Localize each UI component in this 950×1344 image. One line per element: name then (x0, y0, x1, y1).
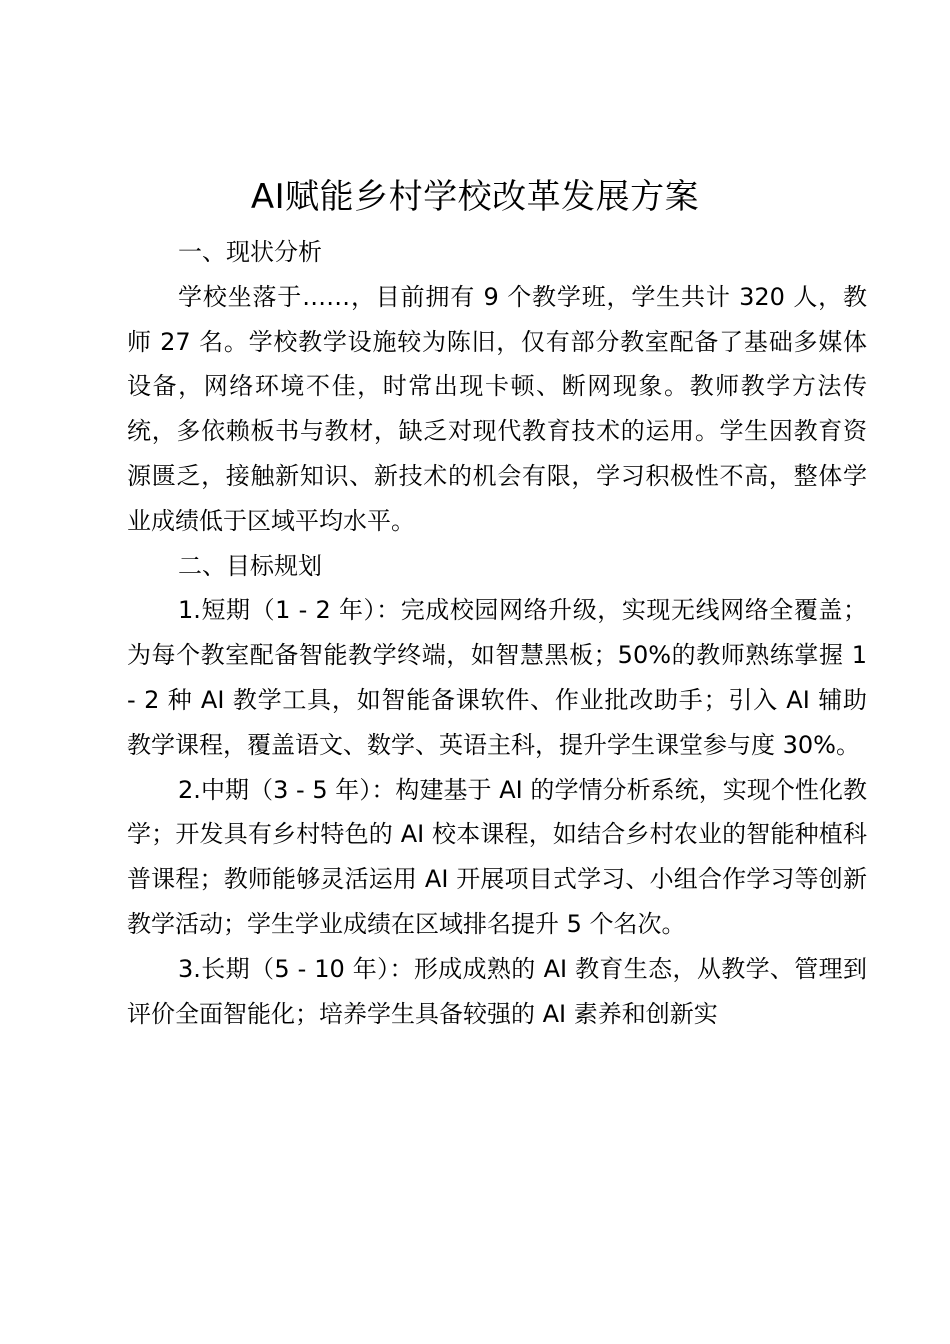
paragraph-status: 学校坐落于……，目前拥有 9 个教学班，学生共计 320 人，教师 27 名。学校教学设施较为陈旧，仅有部分教室配备了基础多媒体设备，网络环境不佳，时常出现卡顿、断网现象。教师教学方法传统，多依赖板书与教材，缺乏对现代教育技术的运用。学生因教育资源匮乏，接触新知识、新技术的机会有限，学习积极性不高，整体学业成绩低于区域平均水平。 (127, 282, 867, 535)
section-heading-goals: 二、目标规划 (178, 551, 322, 580)
paragraph-mid-term: 2.中期（3 - 5 年）：构建基于 AI 的学情分析系统，实现个性化教学；开发具有乡村特色的 AI 校本课程，如结合乡村农业的智能种植科普课程；教师能够灵活运用 AI 开展项目式学习、小组合作学习等创新教学活动；学生学业成绩在区域排名提升 5 个名次。 (127, 775, 867, 938)
section-heading-status: 一、现状分析 (178, 238, 322, 266)
document-title: AI赋能乡村学校改革发展方案 (250, 177, 700, 217)
document-body (127, 230, 867, 1036)
paragraph-short-term: 1.短期（1 - 2 年）：完成校园网络升级，实现无线网络全覆盖；为每个教室配备智能教学终端，如智慧黑板；50%的教师熟练掌握 1 - 2 种 AI 教学工具，如智能备课软件、作业批改助手；引入 AI 辅助教学课程，覆盖语文、数学、英语主科，提升学生课堂参与度 30%。 (127, 596, 867, 759)
paragraph-long-term: 3.长期（5 - 10 年）：形成成熟的 AI 教育生态，从教学、管理到评价全面智能化；培养学生具备较强的 AI 素养和创新实 (127, 954, 867, 1028)
